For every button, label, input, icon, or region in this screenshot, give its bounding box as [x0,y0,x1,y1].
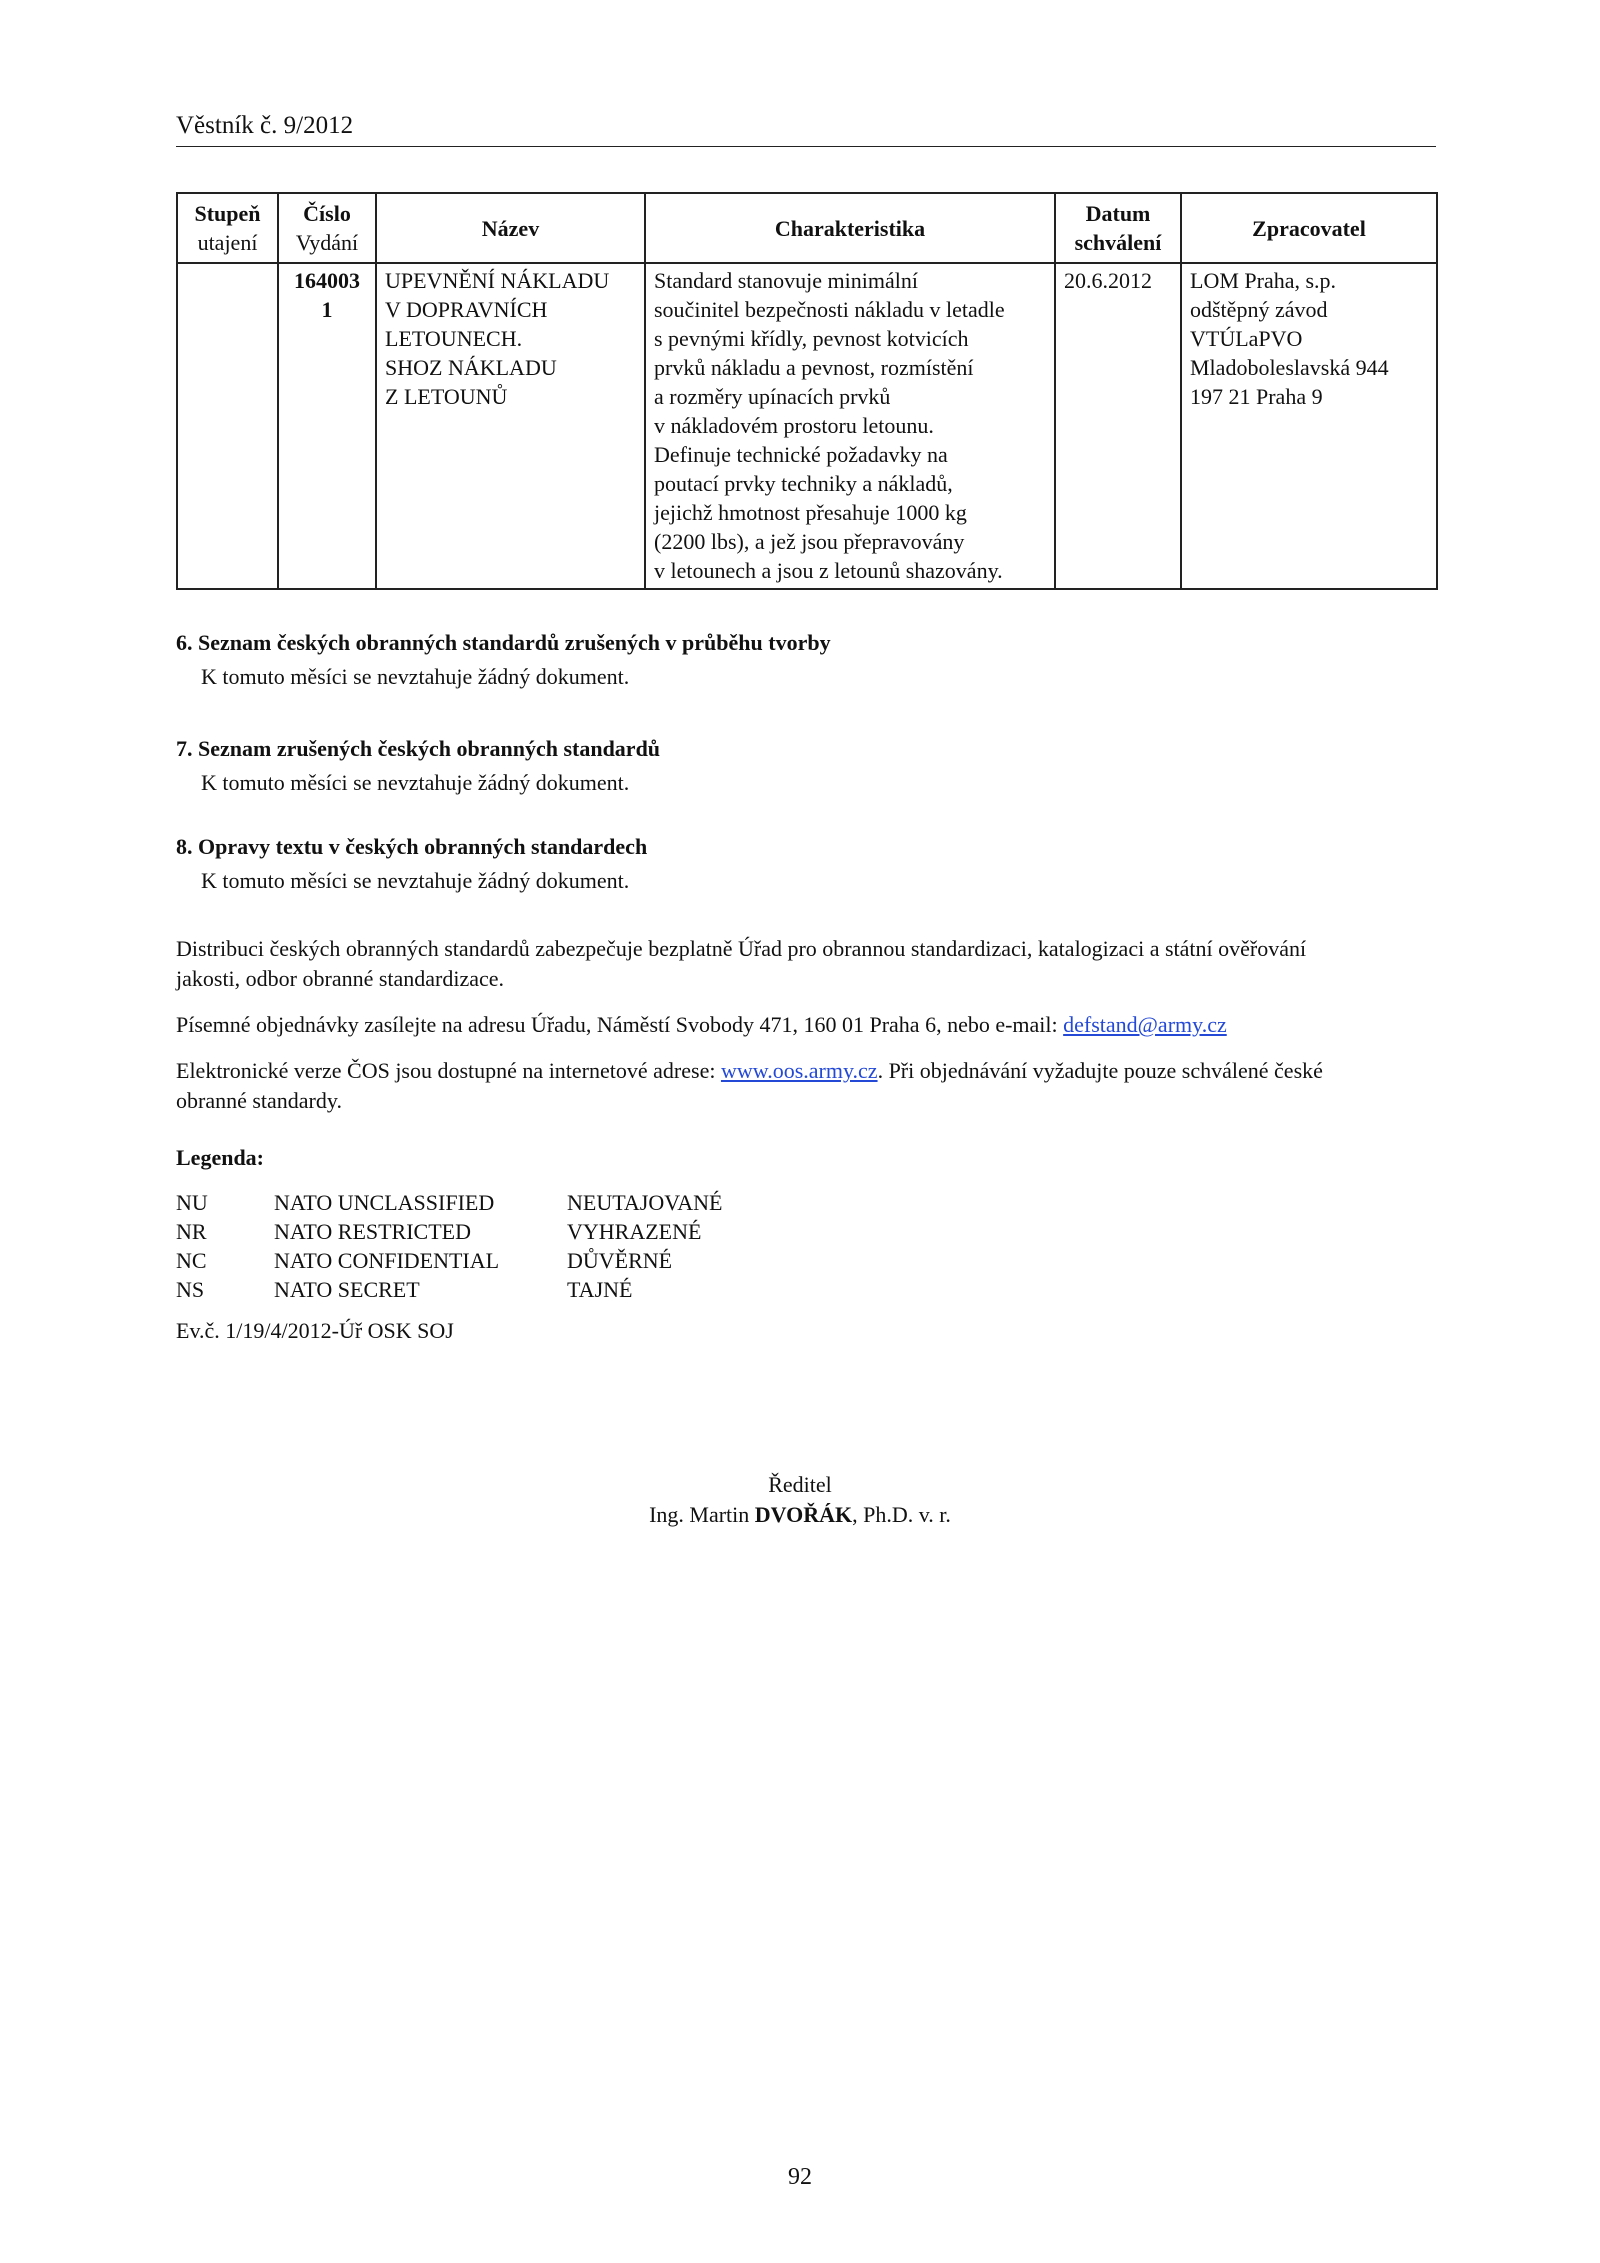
cell-stupen [177,263,278,589]
legend-cz: VYHRAZENÉ [567,1219,702,1244]
signature-name [400,1500,1200,1530]
header-zpracovatel [1181,193,1437,263]
cell-line: jejichž hmotnost přesahuje 1000 kg [654,500,967,525]
cell-line: Mladoboleslavská 944 [1190,355,1389,380]
cell-line: v letounech a jsou z letounů shazovány. [654,558,1003,583]
cell-line: 197 21 Praha 9 [1190,384,1323,409]
legend-nato: NATO SECRET [274,1277,420,1302]
header-stupen-utajeni [177,193,278,263]
header-text: Datum [1085,201,1151,226]
cell-line: Z LETOUNŮ [385,384,508,409]
legend-code: NU [176,1190,208,1215]
cell-line: Standard stanovuje minimální [654,268,918,293]
header-text: utajení [197,230,258,255]
electronic-text: . Při objednávání vyžadujte pouze schválené české [877,1058,1323,1083]
legend-nato: NATO UNCLASSIFIED [274,1190,495,1215]
header-rule [176,146,1436,147]
signature-surname: DVOŘÁK [754,1502,853,1527]
header-text: schválení [1074,230,1162,255]
section-body: K tomuto měsíci se nevztahuje žádný dokument. [201,664,630,689]
cell-line: poutací prvky techniky a nákladů, [654,471,953,496]
legend-row [176,1188,776,1217]
legend-row [176,1246,776,1275]
cell-line: Definuje technické požadavky na [654,442,948,467]
cell-line: v nákladovém prostoru letounu. [654,413,934,438]
cell-datum: 20.6.2012 [1055,263,1181,589]
header-nazev [376,193,645,263]
legend-title: Legenda: [176,1145,264,1170]
registration-number: Ev.č. 1/19/4/2012-Úř OSK SOJ [176,1318,454,1343]
section-body: K tomuto měsíci se nevztahuje žádný dokument. [201,868,630,893]
legend-nato: NATO RESTRICTED [274,1219,471,1244]
header-text: Název [481,215,540,241]
cell-line: 164003 [294,268,360,293]
cell-line: prvků nákladu a pevnost, rozmístění [654,355,974,380]
electronic-paragraph [176,1056,1438,1116]
cell-charakteristika [645,263,1055,589]
cell-line: UPEVNĚNÍ NÁKLADU [385,268,610,293]
paragraph-line: jakosti, odbor obranné standardizace. [176,966,505,991]
email-link[interactable]: defstand@army.cz [1063,1012,1227,1037]
page-header-title: Věstník č. 9/2012 [176,112,354,139]
header-text: Stupeň [194,201,261,226]
table-row [177,263,1437,589]
section-7 [176,732,1436,800]
cell-nazev [376,263,645,589]
legend-cz: DŮVĚRNÉ [567,1248,673,1273]
section-8 [176,830,1436,898]
legend-row [176,1275,776,1304]
cell-line: odštěpný závod [1190,297,1328,322]
header-text: Číslo [303,201,351,226]
cell-line: 1 [321,297,333,322]
legend-nato: NATO CONFIDENTIAL [274,1248,500,1273]
section-6 [176,626,1436,694]
section-heading: 7. Seznam zrušených českých obranných standardů [176,736,661,761]
legend-code: NC [176,1248,207,1273]
signature-prefix: Ing. Martin [649,1502,755,1527]
cell-line: V DOPRAVNÍCH [385,297,548,322]
orders-paragraph [176,1010,1438,1040]
legend-code: NS [176,1277,205,1302]
header-text: Vydání [295,230,359,255]
cell-line: s pevnými křídly, pevnost kotvicích [654,326,969,351]
paragraph-line [176,1056,1438,1086]
cell-line: a rozměry upínacích prvků [654,384,891,409]
standards-table [176,192,1438,590]
cell-cislo [278,263,376,589]
signature-role: Ředitel [768,1472,832,1497]
legend-cz: TAJNÉ [567,1277,633,1302]
header-text: Zpracovatel [1252,215,1366,241]
header-charakteristika [645,193,1055,263]
signature-suffix: , Ph.D. v. r. [852,1502,951,1527]
electronic-text: Elektronické verze ČOS jsou dostupné na internetové adrese: [176,1058,721,1083]
section-heading: 8. Opravy textu v českých obranných standardech [176,834,648,859]
website-link[interactable]: www.oos.army.cz [720,1058,878,1083]
table-header-row [177,193,1437,263]
paragraph-line: obranné standardy. [176,1088,342,1113]
orders-text: Písemné objednávky zasílejte na adresu Úřadu, Náměstí Svobody 471, 160 01 Praha 6, nebo e-mail: [176,1012,1064,1037]
paragraph-line [176,1010,1438,1040]
header-datum-schvaleni [1055,193,1181,263]
paragraph-line: Distribuci českých obranných standardů zabezpečuje bezplatně Úřad pro obrannou standardizaci, katalogizaci a státní ověřování [176,936,1307,961]
cell-line: LOM Praha, s.p. [1190,268,1337,293]
legend-code: NR [176,1219,207,1244]
distribution-paragraph [176,934,1438,994]
legend-cz: NEUTAJOVANÉ [567,1190,723,1215]
section-heading: 6. Seznam českých obranných standardů zrušených v průběhu tvorby [176,630,831,655]
page-number: 92 [788,2164,812,2190]
cell-line: SHOZ NÁKLADU [385,355,557,380]
cell-zpracovatel [1181,263,1437,589]
cell-line: (2200 lbs), a jež jsou přepravovány [654,529,965,554]
legend-row [176,1217,776,1246]
cell-line: LETOUNECH. [385,326,523,351]
cell-line: součinitel bezpečnosti nákladu v letadle [654,297,1005,322]
cell-line: VTÚLaPVO [1190,326,1303,351]
legend-list [176,1188,776,1304]
header-text: Charakteristika [774,215,926,241]
section-body: K tomuto měsíci se nevztahuje žádný dokument. [201,770,630,795]
header-cislo-vydani [278,193,376,263]
